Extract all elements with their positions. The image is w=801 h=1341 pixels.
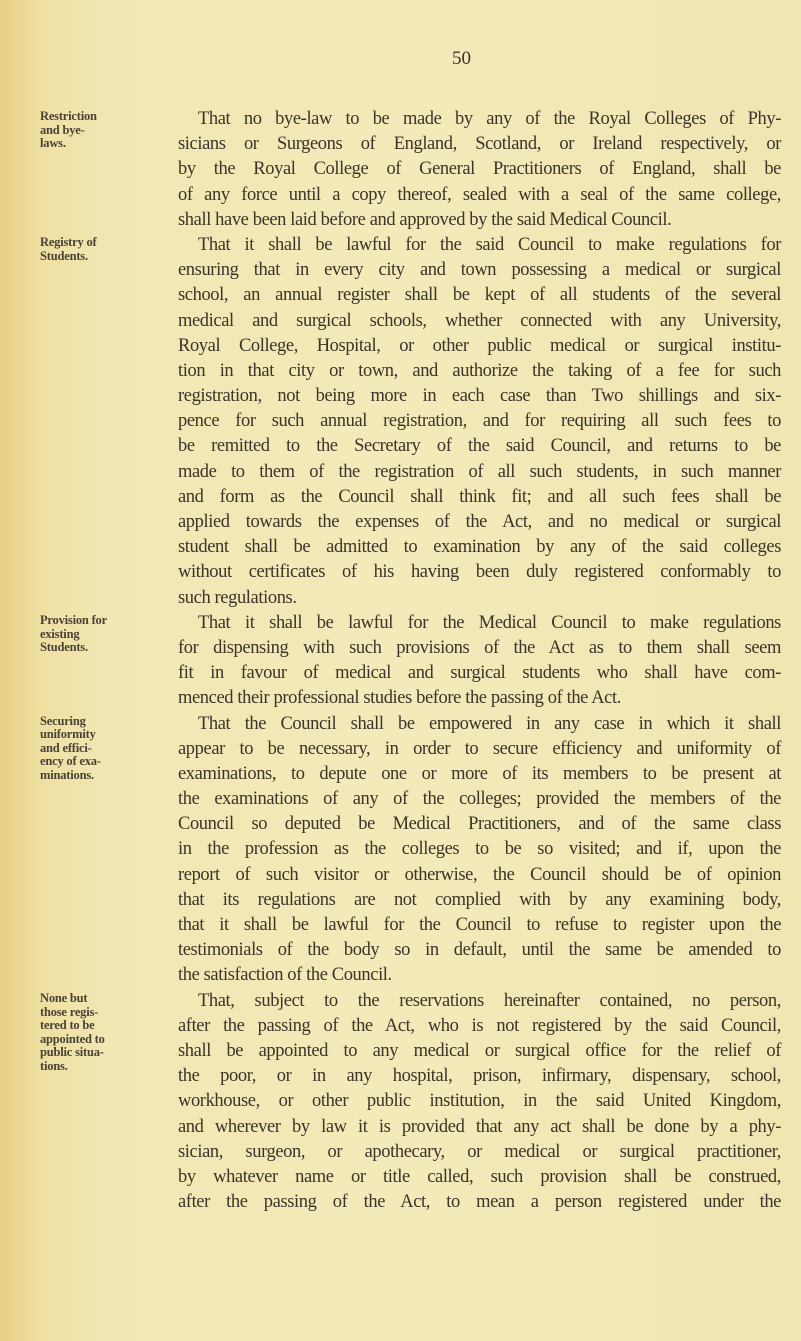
paragraph [178, 107, 781, 233]
paragraph [178, 989, 781, 1216]
text-line [178, 737, 781, 762]
text-line [178, 1140, 781, 1165]
text-line-content: That it shall be lawful for the Medical Council to make regulations [198, 612, 781, 633]
text-line-content: workhouse, or other public institution, in the said United Kingdom, [178, 1091, 781, 1112]
text-line-content: the satisfaction of the Council. [178, 965, 392, 986]
text-line [178, 535, 781, 560]
text-line-content: shall have been laid before and approved by the said Medical Council. [178, 209, 672, 230]
text-line-content: registration, not being more in each case than Two shillings and six- [178, 386, 781, 407]
text-line-content: pence for such annual registration, and for requiring all such fees to [178, 411, 781, 432]
text-line-content: Council so deputed be Medical Practitioners, and of the same class [178, 814, 781, 835]
text-line [178, 309, 781, 334]
margin-note-line: Students. [40, 640, 88, 654]
text-line [178, 1089, 781, 1114]
text-line-content: that it shall be lawful for the Council to refuse to register upon the [178, 915, 781, 935]
text-line [178, 485, 781, 510]
text-line-content: after the passing of the Act, to mean a person registered under the [178, 1192, 781, 1213]
text-line-content: tion in that city or town, and authorize the taking of a fee for such [178, 360, 781, 381]
text-line-content: the poor, or in any hospital, prison, infirmary, dispensary, school, [178, 1066, 781, 1087]
text-line-content: for dispensing with such provisions of the Act as to them shall seem [178, 637, 781, 658]
margin-note-line: tered to be [40, 1018, 95, 1032]
text-line [178, 913, 781, 938]
text-line-content: fit in favour of medical and surgical students who shall have com- [178, 663, 781, 684]
text-line-content: and form as the Council shall think fit; and all such fees shall be [178, 486, 781, 507]
text-line-content: applied towards the expenses of the Act, and no medical or surgical [178, 512, 781, 532]
text-line [178, 837, 781, 862]
text-line-content: without certificates of his having been duly registered conformably to [178, 562, 781, 583]
text-line [178, 409, 781, 434]
margin-note-line: minations. [40, 767, 94, 782]
text-line-content: made to them of the registration of all such students, in such manner [178, 461, 781, 482]
text-line [178, 762, 781, 787]
text-line [178, 132, 781, 157]
margin-note-line: public situa- [40, 1045, 104, 1059]
body-text [178, 107, 781, 1215]
text-line-content: by the Royal College of General Practitioners of England, shall be [178, 159, 781, 180]
text-line [178, 107, 781, 132]
margin-note-line: Provision for [40, 613, 107, 627]
text-line-content: That, subject to the reservations hereinafter contained, no person, [198, 990, 781, 1011]
text-line-content: in the profession as the colleges to be so visited; and if, upon the [178, 839, 781, 860]
margin-note-line: Securing [40, 713, 86, 728]
margin-note-line: and bye- [40, 122, 85, 137]
text-line [178, 888, 781, 913]
text-line [178, 989, 781, 1014]
text-line-content: such regulations. [178, 587, 297, 608]
text-line [178, 334, 781, 359]
text-line [178, 359, 781, 384]
margin-note-line: uniformity [40, 727, 96, 742]
text-line-content: examinations, to depute one or more of its members to be present at [178, 763, 781, 784]
text-line [178, 258, 781, 283]
text-line-content: sician, surgeon, or apothecary, or medical or surgical practitioner, [178, 1141, 781, 1162]
text-line [178, 1165, 781, 1190]
margin-note-line: and effici- [40, 740, 92, 755]
margin-note-line: None but [40, 991, 88, 1005]
text-line [178, 863, 781, 888]
text-line [178, 560, 781, 585]
text-line [178, 1190, 781, 1215]
text-line-content: the examinations of any of the colleges; provided the members of the [178, 789, 781, 810]
text-line [178, 812, 781, 837]
text-line [178, 661, 781, 686]
text-line [178, 963, 781, 988]
text-line-content: shall be appointed to any medical or surgical office for the relief of [178, 1040, 781, 1061]
text-line-content: after the passing of the Act, who is not registered by the said Council, [178, 1015, 781, 1036]
text-line-content: of any force until a copy thereof, sealed with a seal of the same college, [178, 184, 781, 205]
margin-note-line: tions. [40, 1058, 68, 1073]
margin-note-line: ency of exa- [40, 754, 101, 769]
paragraph [178, 712, 781, 989]
text-line [178, 183, 781, 208]
text-line [178, 712, 781, 737]
text-line [178, 434, 781, 459]
text-line [178, 384, 781, 409]
text-line-content: testimonials of the body so in default, until the same be amended to [178, 940, 781, 961]
text-line [178, 1039, 781, 1064]
text-line [178, 208, 781, 233]
text-line [178, 460, 781, 485]
margin-note-line: those regis- [40, 1004, 99, 1019]
margin-note-line: Restriction [40, 109, 97, 123]
page-number: 50 [452, 48, 471, 69]
text-line [178, 283, 781, 308]
text-line-content: and wherever by law it is provided that any act shall be done by a phy- [178, 1116, 781, 1137]
text-line-content: medical and surgical schools, whether connected with any University, [178, 310, 781, 331]
text-line-content: that its regulations are not complied with by any examining body, [178, 889, 781, 910]
text-line-content: Royal College, Hospital, or other public medical or surgical institu- [178, 335, 781, 356]
text-line-content: That the Council shall be empowered in any case in which it shall [198, 713, 781, 734]
text-line-content: report of such visitor or otherwise, the Council should be of opinion [178, 864, 781, 885]
text-line [178, 636, 781, 661]
text-line [178, 1014, 781, 1039]
text-line [178, 938, 781, 963]
text-line [178, 233, 781, 258]
text-line-content: student shall be admitted to examination by any of the said colleges [178, 537, 781, 558]
text-line [178, 157, 781, 182]
paragraph [178, 233, 781, 611]
text-line-content: That it shall be lawful for the said Council to make regulations for [198, 234, 781, 255]
margin-note-line: existing [40, 626, 80, 641]
text-line-content: by whatever name or title called, such provision shall be construed, [178, 1166, 781, 1187]
text-line [178, 686, 781, 711]
margin-note-line: Students. [40, 248, 88, 263]
margin-note-line: appointed to [40, 1031, 105, 1046]
text-line [178, 1064, 781, 1089]
text-line [178, 586, 781, 611]
text-line-content: menced their professional studies before the passing of the Act. [178, 688, 621, 709]
text-line [178, 787, 781, 812]
text-line-content: sicians or Surgeons of England, Scotland, or Ireland respectively, or [178, 134, 781, 155]
paragraph [178, 611, 781, 712]
text-line-content: appear to be necessary, in order to secure efficiency and uniformity of [178, 738, 781, 759]
text-line-content: ensuring that in every city and town possessing a medical or surgical [178, 260, 781, 281]
text-line-content: be remitted to the Secretary of the said Council, and returns to be [178, 436, 781, 457]
text-line [178, 1115, 781, 1140]
text-line [178, 510, 781, 535]
margin-note-line: laws. [40, 136, 66, 150]
margin-note-line: Registry of [40, 235, 97, 249]
text-line [178, 611, 781, 636]
text-line-content: That no bye-law to be made by any of the Royal Colleges of Phy- [198, 109, 781, 129]
text-line-content: school, an annual register shall be kept of all students of the several [178, 285, 781, 306]
